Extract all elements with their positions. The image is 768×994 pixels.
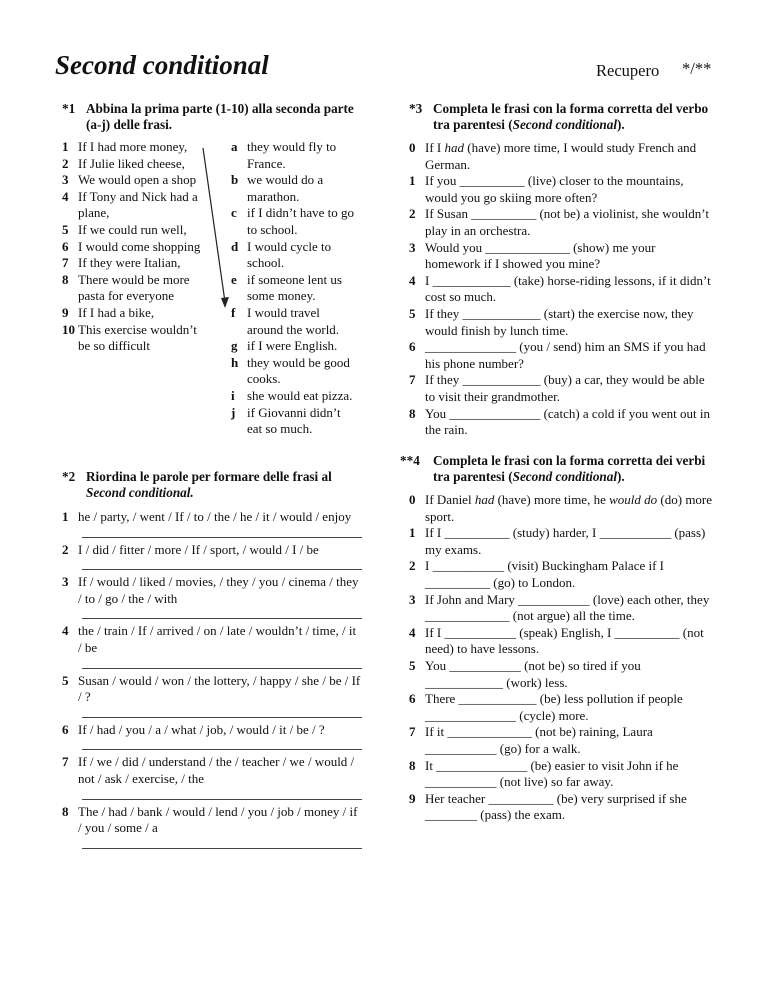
list-item: f I would travel around the world. [231, 304, 340, 337]
list-item: 3 If / would / liked / movies, / they / you / cinema / they / to / go / the / with [62, 574, 359, 606]
exercise-1 [62, 101, 367, 133]
recupero-label: Recupero [596, 61, 660, 80]
ex1-left-column [62, 139, 206, 355]
list-item: 8 It ______________ (be) easier to visit John if he ___________ (not live) so far away. [409, 757, 679, 790]
exercise-2 [62, 469, 362, 849]
exercise-number: *2 [62, 469, 76, 484]
page-title: Second conditional [55, 50, 269, 80]
list-item: d I would cycle to school. [231, 238, 332, 271]
list-item: 8 The / had / bank / would / lend / you / job / money / if / you / some / a [62, 803, 358, 836]
exercise-3-heading [409, 101, 714, 133]
list-item: g if I were English. [231, 338, 338, 354]
list-item: 1 If I had more money, [62, 139, 188, 154]
list-item: 5 If we could run well, [62, 221, 187, 237]
list-item: b we would do a marathon. [231, 172, 324, 204]
list-item: 10 This exercise wouldn’t be so difficult [62, 321, 197, 354]
list-item: e if someone lent us some money. [231, 271, 342, 304]
list-item: 5 You ___________ (not be) so tired if you ____________ (work) less. [409, 657, 641, 690]
exercise-1-heading [62, 101, 367, 133]
level-label: */** [682, 59, 712, 78]
list-item: 5 Susan / would / won / the lottery, / happy / she / be / If / ? [62, 672, 361, 705]
list-item: 5 If they ____________ (start) the exercise now, they would finish by lunch time. [409, 305, 694, 338]
exercise-instruction: Completa le frasi con la forma corretta del verbo tra parentesi ( [433, 101, 709, 132]
list-item: 6 If / had / you / a / what / job, / would / it / be / ? [62, 721, 325, 737]
list-item: 3 If John and Mary ___________ (love) each other, they _____________ (not argue) all the time. [409, 591, 710, 624]
list-item: 7 If it _____________ (not be) raining, Laura ___________ (go) for a walk. [409, 724, 653, 756]
list-item: 3 We would open a shop [62, 172, 197, 188]
ex1-right-column [231, 139, 356, 438]
list-item: 6 I would come shopping [62, 238, 201, 254]
list-item: 9 Her teacher __________ (be) very surprised if she ________ (pass) the exam. [409, 790, 687, 823]
exercise-3 [409, 101, 714, 439]
exercise-instruction-end: ). [617, 117, 625, 132]
list-item: 2 If Julie liked cheese, [62, 155, 185, 171]
list-item: h they would be good cooks. [231, 354, 350, 387]
exercise-instruction-em: Second conditional [512, 117, 618, 132]
example-item: 0 If I had (have) more time, I would study French and German. [409, 140, 697, 172]
list-item: 6 ______________ (you / send) him an SMS if you had his phone number? [409, 339, 706, 371]
list-item: 3 Would you _____________ (show) me your homework if I showed you mine? [409, 239, 656, 272]
exercise-instruction: Abbina la prima parte (1-10) alla seconda parte (a-j) delle frasi. [86, 101, 354, 132]
example-item: 0 If Daniel had (have) more time, he would do (do) more sport. [409, 492, 713, 524]
list-item: c if I didn’t have to go to school. [231, 205, 354, 237]
exercise-instruction-end: ). [617, 469, 625, 484]
match-arrow [195, 142, 235, 312]
list-item: 9 If I had a bike, [62, 304, 155, 320]
list-item: 1 If I __________ (study) harder, I ___________ (pass) my exams. [409, 525, 706, 557]
exercise-2-heading [62, 469, 362, 501]
list-item: 7 If they ____________ (buy) a car, they would be able to visit their grandmother. [409, 372, 705, 404]
list-item: 2 I / did / fitter / more / If / sport, / would / I / be [62, 541, 319, 557]
exercise-instruction-em: Second conditional [512, 469, 618, 484]
list-item: 4 the / train / If / arrived / on / late / wouldn’t / time, / it / be [62, 623, 357, 655]
list-item: 1 If you __________ (live) closer to the mountains, would you go skiing more often? [409, 173, 684, 205]
exercise-instruction: Riordina le parole per formare delle frasi al [86, 469, 332, 484]
exercise-4 [400, 453, 714, 824]
exercise-number: *3 [409, 101, 423, 116]
list-item: 7 If they were Italian, [62, 255, 181, 271]
list-item: i she would eat pizza. [231, 387, 353, 403]
list-item: 2 I ___________ (visit) Buckingham Palace if I __________ (go) to London. [409, 558, 665, 590]
list-item: a they would fly to France. [231, 139, 337, 171]
exercise-instruction-em: Second conditional. [86, 485, 194, 500]
exercise-number: *1 [62, 101, 76, 116]
list-item: j if Giovanni didn’t eat so much. [231, 404, 341, 437]
exercise-number: **4 [400, 453, 420, 468]
list-item: 6 There ____________ (be) less pollution if people ______________ (cycle) more. [409, 691, 683, 723]
list-item: 4 I ____________ (take) horse-riding lessons, if it didn’t cost so much. [409, 272, 711, 305]
list-item: 8 There would be more pasta for everyone [62, 271, 190, 304]
list-item: 7 If / we / did / understand / the / teacher / we / would / not / ask / exercise, / the [62, 754, 355, 786]
list-item: 1 he / party, / went / If / to / the / he / it / would / enjoy [62, 509, 352, 524]
list-item: 2 If Susan __________ (not be) a violinist, she wouldn’t play in an orchestra. [409, 206, 709, 238]
list-item: 4 If Tony and Nick had a plane, [62, 188, 198, 221]
list-item: 4 If I ___________ (speak) English, I __________ (not need) to have lessons. [409, 624, 704, 657]
answer-line[interactable] [82, 848, 362, 849]
exercise-4-heading [400, 453, 714, 485]
exercise-instruction: Completa le frasi con la forma corretta dei verbi tra parentesi ( [433, 453, 706, 484]
list-item: 8 You ______________ (catch) a cold if you went out in the rain. [409, 405, 711, 438]
